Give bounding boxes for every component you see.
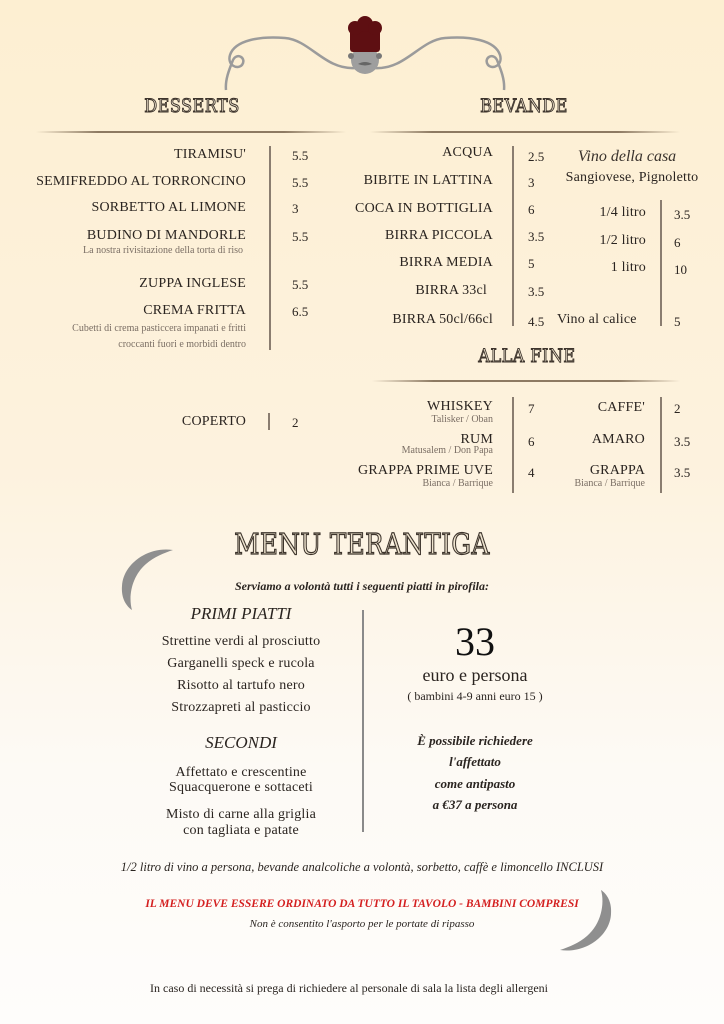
divider (372, 380, 680, 382)
vino-price: 3.5 (674, 207, 691, 222)
item-name: BIBITE IN LATTINA (363, 173, 493, 188)
divider (36, 131, 346, 133)
note-line: l'affettato (449, 754, 501, 769)
dish: Affettato e crescentine (175, 765, 307, 780)
item-note: croccanti fuori e morbidi dentro (118, 339, 246, 350)
vino-subtitle: Sangiovese, Pignoletto (565, 170, 699, 185)
primi-heading: PRIMI PIATTI (190, 604, 292, 623)
note-line: come antipasto (434, 776, 516, 791)
vino-calice: Vino al calice (557, 312, 637, 327)
item-price: 5.5 (292, 229, 309, 244)
item-name: SEMIFREDDO AL TORRONCINO (36, 174, 246, 189)
item-name: GRAPPA PRIME UVE (358, 463, 493, 478)
item-name: BIRRA PICCOLA (384, 228, 493, 243)
moon-ornament-icon (118, 546, 178, 612)
item-name: TIRAMISU' (174, 147, 246, 162)
divider (660, 200, 662, 326)
item-note: Cubetti di crema pasticcera impanati e fritti (72, 323, 246, 334)
item-price: 2 (674, 401, 681, 416)
desserts-heading: DESSERTS (144, 95, 240, 117)
item-note: Bianca / Barrique (574, 478, 645, 489)
item-note: Bianca / Barrique (422, 478, 493, 489)
item-price: 3.5 (674, 434, 691, 449)
dish: Strozzapreti al pasticcio (171, 700, 311, 715)
item-price: 3.5 (528, 229, 545, 244)
dish: Risotto al tartufo nero (177, 678, 305, 693)
divider (370, 131, 680, 133)
vino-title: Vino della casa (577, 148, 677, 165)
vino-price: 6 (674, 235, 681, 250)
item-note: Talisker / Oban (431, 414, 493, 425)
divider (269, 146, 271, 350)
chef-ornament-icon (215, 10, 515, 95)
item-price: 5.5 (292, 148, 309, 163)
bevande-heading: BEVANDE (480, 95, 568, 117)
kids-price: ( bambini 4-9 anni euro 15 ) (407, 689, 543, 703)
menu-intro: Serviamo a volontà tutti i seguenti piatti in pirofila: (234, 579, 490, 593)
item-note: Matusalem / Don Papa (401, 445, 493, 456)
dish: Strettine verdi al prosciutto (161, 634, 321, 649)
included-note: 1/2 litro di vino a persona, bevande analcoliche a volontà, sorbetto, caffè e limoncello INCLUSI (120, 860, 604, 874)
divider (362, 610, 364, 832)
item-price: 3 (528, 175, 535, 190)
note-line: È possibile richiedere (417, 733, 533, 748)
divider (512, 146, 514, 326)
vino-size: 1/2 litro (599, 233, 646, 248)
menu-title: MENU TERANTIGA (234, 527, 490, 561)
item-price: 5.5 (292, 175, 309, 190)
takeaway-note: Non è consentito l'asporto per le portate di ripasso (249, 918, 475, 930)
item-name: BIRRA 33cl (415, 283, 487, 298)
item-name: RUM (460, 432, 493, 447)
item-price: 6 (528, 202, 535, 217)
item-name: WHISKEY (427, 399, 493, 414)
item-name: CAFFE' (597, 400, 645, 415)
item-note: La nostra rivisitazione della torta di riso (83, 245, 243, 256)
item-price: 3 (292, 201, 299, 216)
item-price: 5 (528, 256, 535, 271)
vino-size: 1/4 litro (599, 205, 646, 220)
coperto-price: 2 (292, 415, 299, 430)
coperto-label: COPERTO (181, 414, 246, 429)
item-price: 3.5 (674, 465, 691, 480)
item-price: 4.5 (528, 314, 545, 329)
item-name: BIRRA 50cl/66cl (392, 312, 493, 327)
divider (268, 413, 270, 430)
item-name: COCA IN BOTTIGLIA (355, 201, 493, 216)
item-name: AMARO (591, 432, 645, 447)
alla-fine-heading: ALLA FINE (478, 345, 576, 367)
item-name: ACQUA (442, 145, 493, 160)
item-price: 6 (528, 434, 535, 449)
secondi-heading: SECONDI (205, 733, 277, 752)
item-price: 7 (528, 401, 535, 416)
item-price: 6.5 (292, 304, 309, 319)
vino-price: 10 (674, 262, 687, 277)
item-price: 4 (528, 465, 535, 480)
item-name: BIRRA MEDIA (399, 255, 493, 270)
menu-price-unit: euro e persona (422, 665, 528, 685)
item-price: 3.5 (528, 284, 545, 299)
dish: Misto di carne alla griglia (165, 807, 317, 822)
vino-size: 1 litro (610, 260, 646, 275)
dish: con tagliata e patate (183, 823, 299, 838)
allergens-note: In caso di necessità si prega di richiedere al personale di sala la lista degli allergeni (150, 981, 548, 995)
item-name: CREMA FRITTA (143, 303, 246, 318)
dish: Squacquerone e sottaceti (169, 780, 313, 795)
divider (512, 397, 514, 493)
item-price: 2.5 (528, 149, 545, 164)
vino-calice-price: 5 (674, 314, 681, 329)
divider (660, 397, 662, 493)
item-name: BUDINO DI MANDORLE (86, 228, 246, 243)
menu-price: 33 (455, 619, 495, 664)
item-price: 5.5 (292, 277, 309, 292)
note-line: a €37 a persona (432, 797, 518, 812)
warning-note: IL MENU DEVE ESSERE ORDINATO DA TUTTO IL TAVOLO - BAMBINI COMPRESI (145, 898, 579, 910)
dish: Garganelli speck e rucola (167, 656, 315, 671)
item-name: SORBETTO AL LIMONE (91, 200, 246, 215)
item-name: ZUPPA INGLESE (139, 276, 246, 291)
item-name: GRAPPA (589, 463, 645, 478)
